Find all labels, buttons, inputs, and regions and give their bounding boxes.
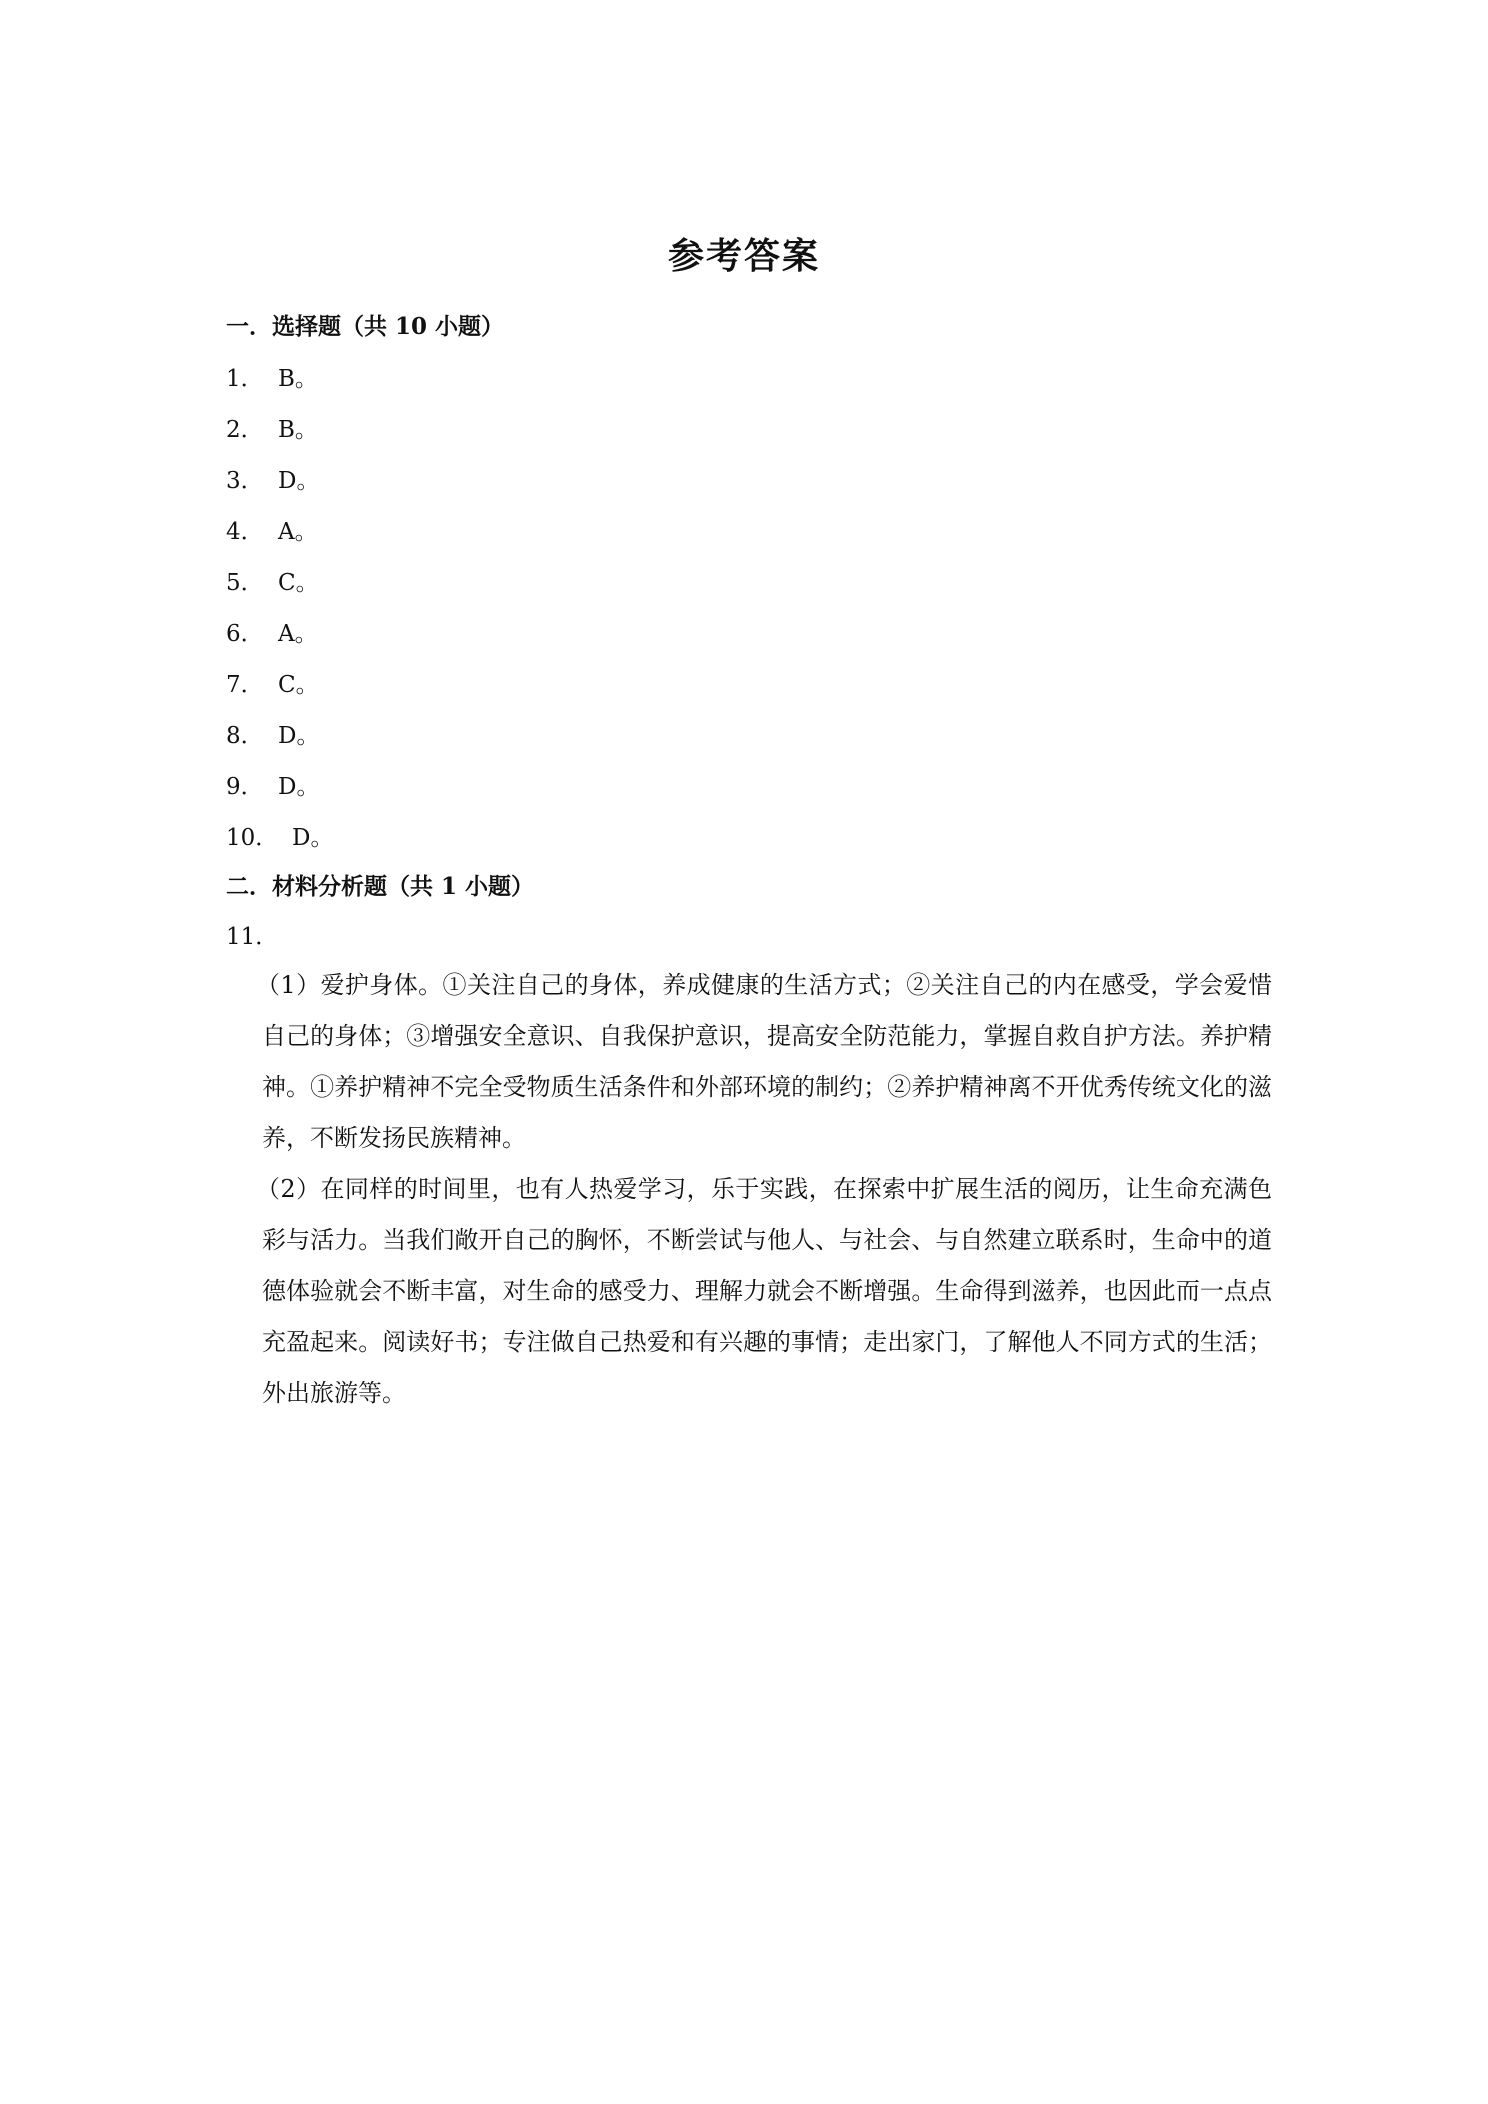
- answer-value: A。: [278, 519, 318, 545]
- answer-item: [226, 819, 333, 852]
- answer-item: [226, 768, 319, 801]
- answer-item: [226, 513, 318, 546]
- answer-value: D。: [278, 723, 320, 749]
- question-number: 11．: [226, 924, 279, 950]
- answer-item: [226, 666, 319, 699]
- answer-number: 10．: [226, 825, 279, 851]
- answer-value: B。: [278, 417, 318, 443]
- answer-item: [226, 717, 319, 750]
- answer-value: D。: [278, 774, 320, 800]
- page-title: 参考答案: [667, 235, 820, 277]
- answer-number: 6．: [226, 621, 264, 647]
- answer-number: 4．: [226, 519, 264, 545]
- answer-number: 3．: [226, 468, 264, 494]
- section-heading-analysis: 二．材料分析题（共 1 小题）: [226, 873, 535, 900]
- answer-value: D。: [292, 825, 334, 851]
- answer-number: 2．: [226, 417, 264, 443]
- answer-number: 1．: [226, 366, 264, 392]
- answer-value: B。: [278, 366, 318, 392]
- answer-item: [226, 462, 319, 495]
- answer-number: 9．: [226, 774, 264, 800]
- answer-item: [226, 360, 318, 393]
- answer-item: [226, 564, 319, 597]
- answer-value: D。: [278, 468, 320, 494]
- answer-number: 5．: [226, 570, 264, 596]
- answer-value: C。: [278, 570, 319, 596]
- section-heading-choice: 一．选择题（共 10 小题）: [226, 313, 505, 340]
- answer-paragraph-2: （2）在同样的时间里，也有人热爱学习，乐于实践，在探索中扩展生活的阅历，让生命充满色彩与活力。当我们敞开自己的胸怀，不断尝试与他人、与社会、与自然建立联系时，生命中的道德体验就会不断丰富，对生命的感受力、理解力就会不断增强。生命得到滋养，也因此而一点点充盈起来。阅读好书；专注做自己热爱和有兴趣的事情；走出家门，了解他人不同方式的生活；外出旅游等。: [256, 1175, 1272, 1407]
- answer-item: [226, 615, 318, 648]
- answer-value: C。: [278, 672, 319, 698]
- answer-number: 7．: [226, 672, 264, 698]
- answer-paragraph-1: （1）爱护身体。①关注自己的身体，养成健康的生活方式；②关注自己的内在感受，学会爱惜自己的身体；③增强安全意识、自我保护意识，提高安全防范能力，掌握自救自护方法。养护精神。①养护精神不完全受物质生活条件和外部环境的制约；②养护精神离不开优秀传统文化的滋养，不断发扬民族精神。: [256, 971, 1272, 1152]
- answer-number: 8．: [226, 723, 264, 749]
- answer-value: A。: [278, 621, 318, 647]
- answer-item: [226, 411, 318, 444]
